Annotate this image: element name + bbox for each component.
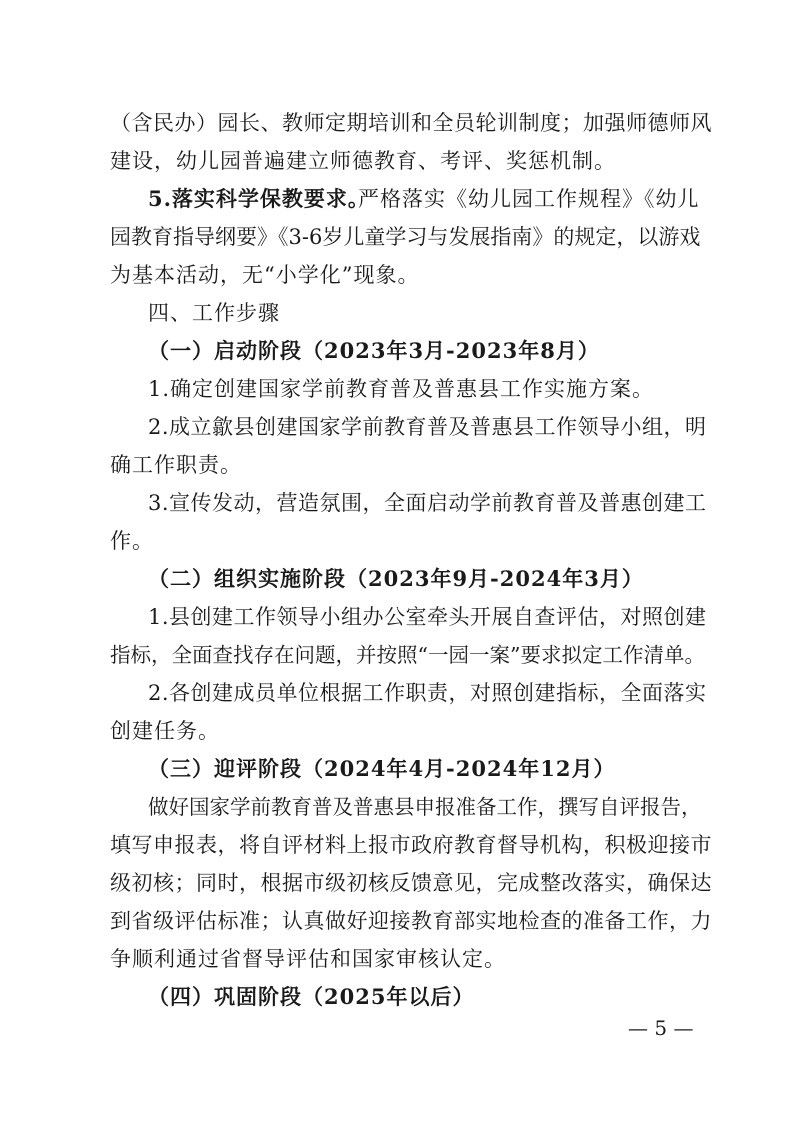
page-number: — 5 —	[628, 1016, 694, 1040]
subsection-heading: （一）启动阶段（2023年3月-2023年8月）	[148, 338, 600, 363]
paragraph-line: 为基本活动，无“小学化”现象。	[110, 263, 420, 287]
section-heading: 四、工作步骤	[148, 301, 280, 325]
paragraph-line: （含民办）园长、教师定期培训和全员轮训制度；加强师德师风	[110, 111, 712, 135]
paragraph-line: 作。	[110, 529, 154, 553]
subsection-heading: （三）迎评阶段（2024年4月-2024年12月）	[148, 756, 616, 781]
paragraph-line: 2.成立歙县创建国家学前教育普及普惠县工作领导小组，明	[148, 415, 707, 439]
paragraph-line: 严格落实《幼儿园工作规程》《幼儿	[358, 187, 700, 211]
subsection-heading: （二）组织实施阶段（2023年9月-2024年3月）	[148, 566, 644, 591]
paragraph-line: 填写申报表，将自评材料上报市政府教育督导机构，积极迎接市	[110, 833, 712, 857]
paragraph-line: 级初核；同时，根据市级初核反馈意见，完成整改落实，确保达	[110, 871, 712, 895]
paragraph-line: 到省级评估标准；认真做好迎接教育部实地检查的准备工作，力	[110, 909, 712, 933]
paragraph-line: 1.确定创建国家学前教育普及普惠县工作实施方案。	[148, 377, 655, 401]
paragraph-line: 3.宣传发动，营造氛围，全面启动学前教育普及普惠创建工	[148, 491, 707, 515]
paragraph-line: 建设，幼儿园普遍建立师德教育、考评、奖惩机制。	[110, 149, 616, 173]
paragraph-line: 2.各创建成员单位根据工作职责，对照创建指标，全面落实	[148, 681, 707, 705]
paragraph-line: 1.县创建工作领导小组办公室牵头开展自查评估，对照创建	[148, 605, 707, 629]
paragraph-line: 争顺利通过省督导评估和国家审核认定。	[110, 947, 506, 971]
paragraph-line: 做好国家学前教育普及普惠县申报准备工作，撰写自评报告，	[148, 795, 702, 819]
section-lead-heading: 5.落实科学保教要求。	[148, 186, 370, 211]
paragraph-line: 创建任务。	[110, 719, 220, 743]
subsection-heading: （四）巩固阶段（2025年以后）	[148, 984, 475, 1009]
paragraph-line: 指标，全面查找存在问题，并按照“一园一案”要求拟定工作清单。	[110, 643, 705, 667]
paragraph-line: 确工作职责。	[110, 453, 242, 477]
paragraph-line: 园教育指导纲要》《3-6岁儿童学习与发展指南》的规定，以游戏	[110, 225, 701, 249]
